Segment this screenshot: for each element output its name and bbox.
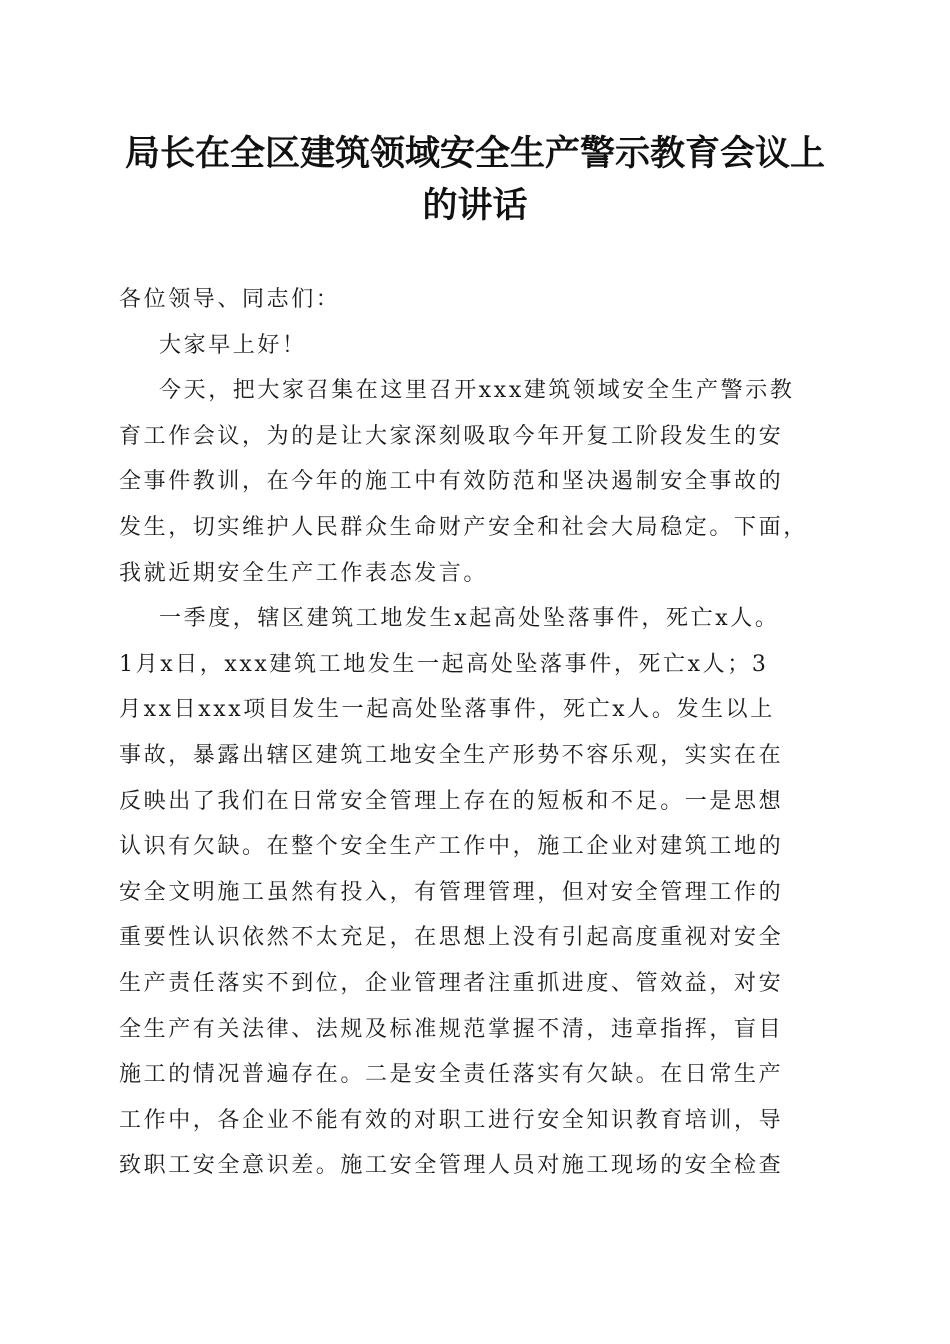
paragraph-line: 工作中，各企业不能有效的对职工进行安全知识教育培训，导 [119, 1107, 784, 1133]
paragraph-line: 施工的情况普遍存在。二是安全责任落实有欠缺。在日常生产 [119, 1062, 784, 1088]
paragraph-line: 反映出了我们在日常安全管理上存在的短板和不足。一是思想 [119, 788, 784, 814]
paragraph-2 [119, 596, 839, 1189]
paragraph-line: 事故，暴露出辖区建筑工地安全生产形势不容乐观，实实在在 [119, 742, 784, 768]
paragraph-line: 安全文明施工虽然有投入，有管理管理，但对安全管理工作的 [119, 879, 784, 905]
paragraph-line: 我就近期安全生产工作表态发言。 [119, 560, 489, 586]
paragraph-line: 全生产有关法律、法规及标准规范掌握不清，违章指挥，盲目 [119, 1016, 784, 1042]
title-line: 的讲话 [422, 186, 528, 226]
paragraph-line: 一季度，辖区建筑工地发生x起高处坠落事件，死亡x人。 [159, 606, 780, 632]
document-title [110, 128, 840, 232]
salutation: 各位领导、同志们： [119, 287, 341, 312]
paragraph-line: 认识有欠缺。在整个安全生产工作中，施工企业对建筑工地的 [119, 834, 784, 860]
paragraph-line: 重要性认识依然不太充足，在思想上没有引起高度重视对安全 [119, 925, 784, 951]
paragraph-line: 1月x日，xxx建筑工地发生一起高处坠落事件，死亡x人；3 [119, 651, 769, 677]
paragraph-line: 育工作会议，为的是让大家深刻吸取今年开复工阶段发生的安 [119, 423, 784, 449]
paragraph-line: 月xx日xxx项目发生一起高处坠落事件，死亡x人。发生以上 [119, 697, 775, 723]
document-body [119, 277, 839, 1189]
paragraph-line: 今天，把大家召集在这里召开xxx建筑领域安全生产警示教 [159, 378, 795, 404]
greeting: 大家早上好！ [159, 332, 307, 358]
paragraph-line: 全事件教训，在今年的施工中有效防范和坚决遏制安全事故的 [119, 469, 784, 495]
paragraph-line: 发生，切实维护人民群众生命财产安全和社会大局稳定。下面， [119, 514, 808, 540]
paragraph-line: 生产责任落实不到位，企业管理者注重抓进度、管效益，对安 [119, 970, 784, 996]
title-line: 局长在全区建筑领域安全生产警示教育会议上 [124, 134, 825, 174]
paragraph-1 [119, 368, 839, 596]
paragraph-line: 致职工安全意识差。施工安全管理人员对施工现场的安全检查 [119, 1153, 784, 1179]
